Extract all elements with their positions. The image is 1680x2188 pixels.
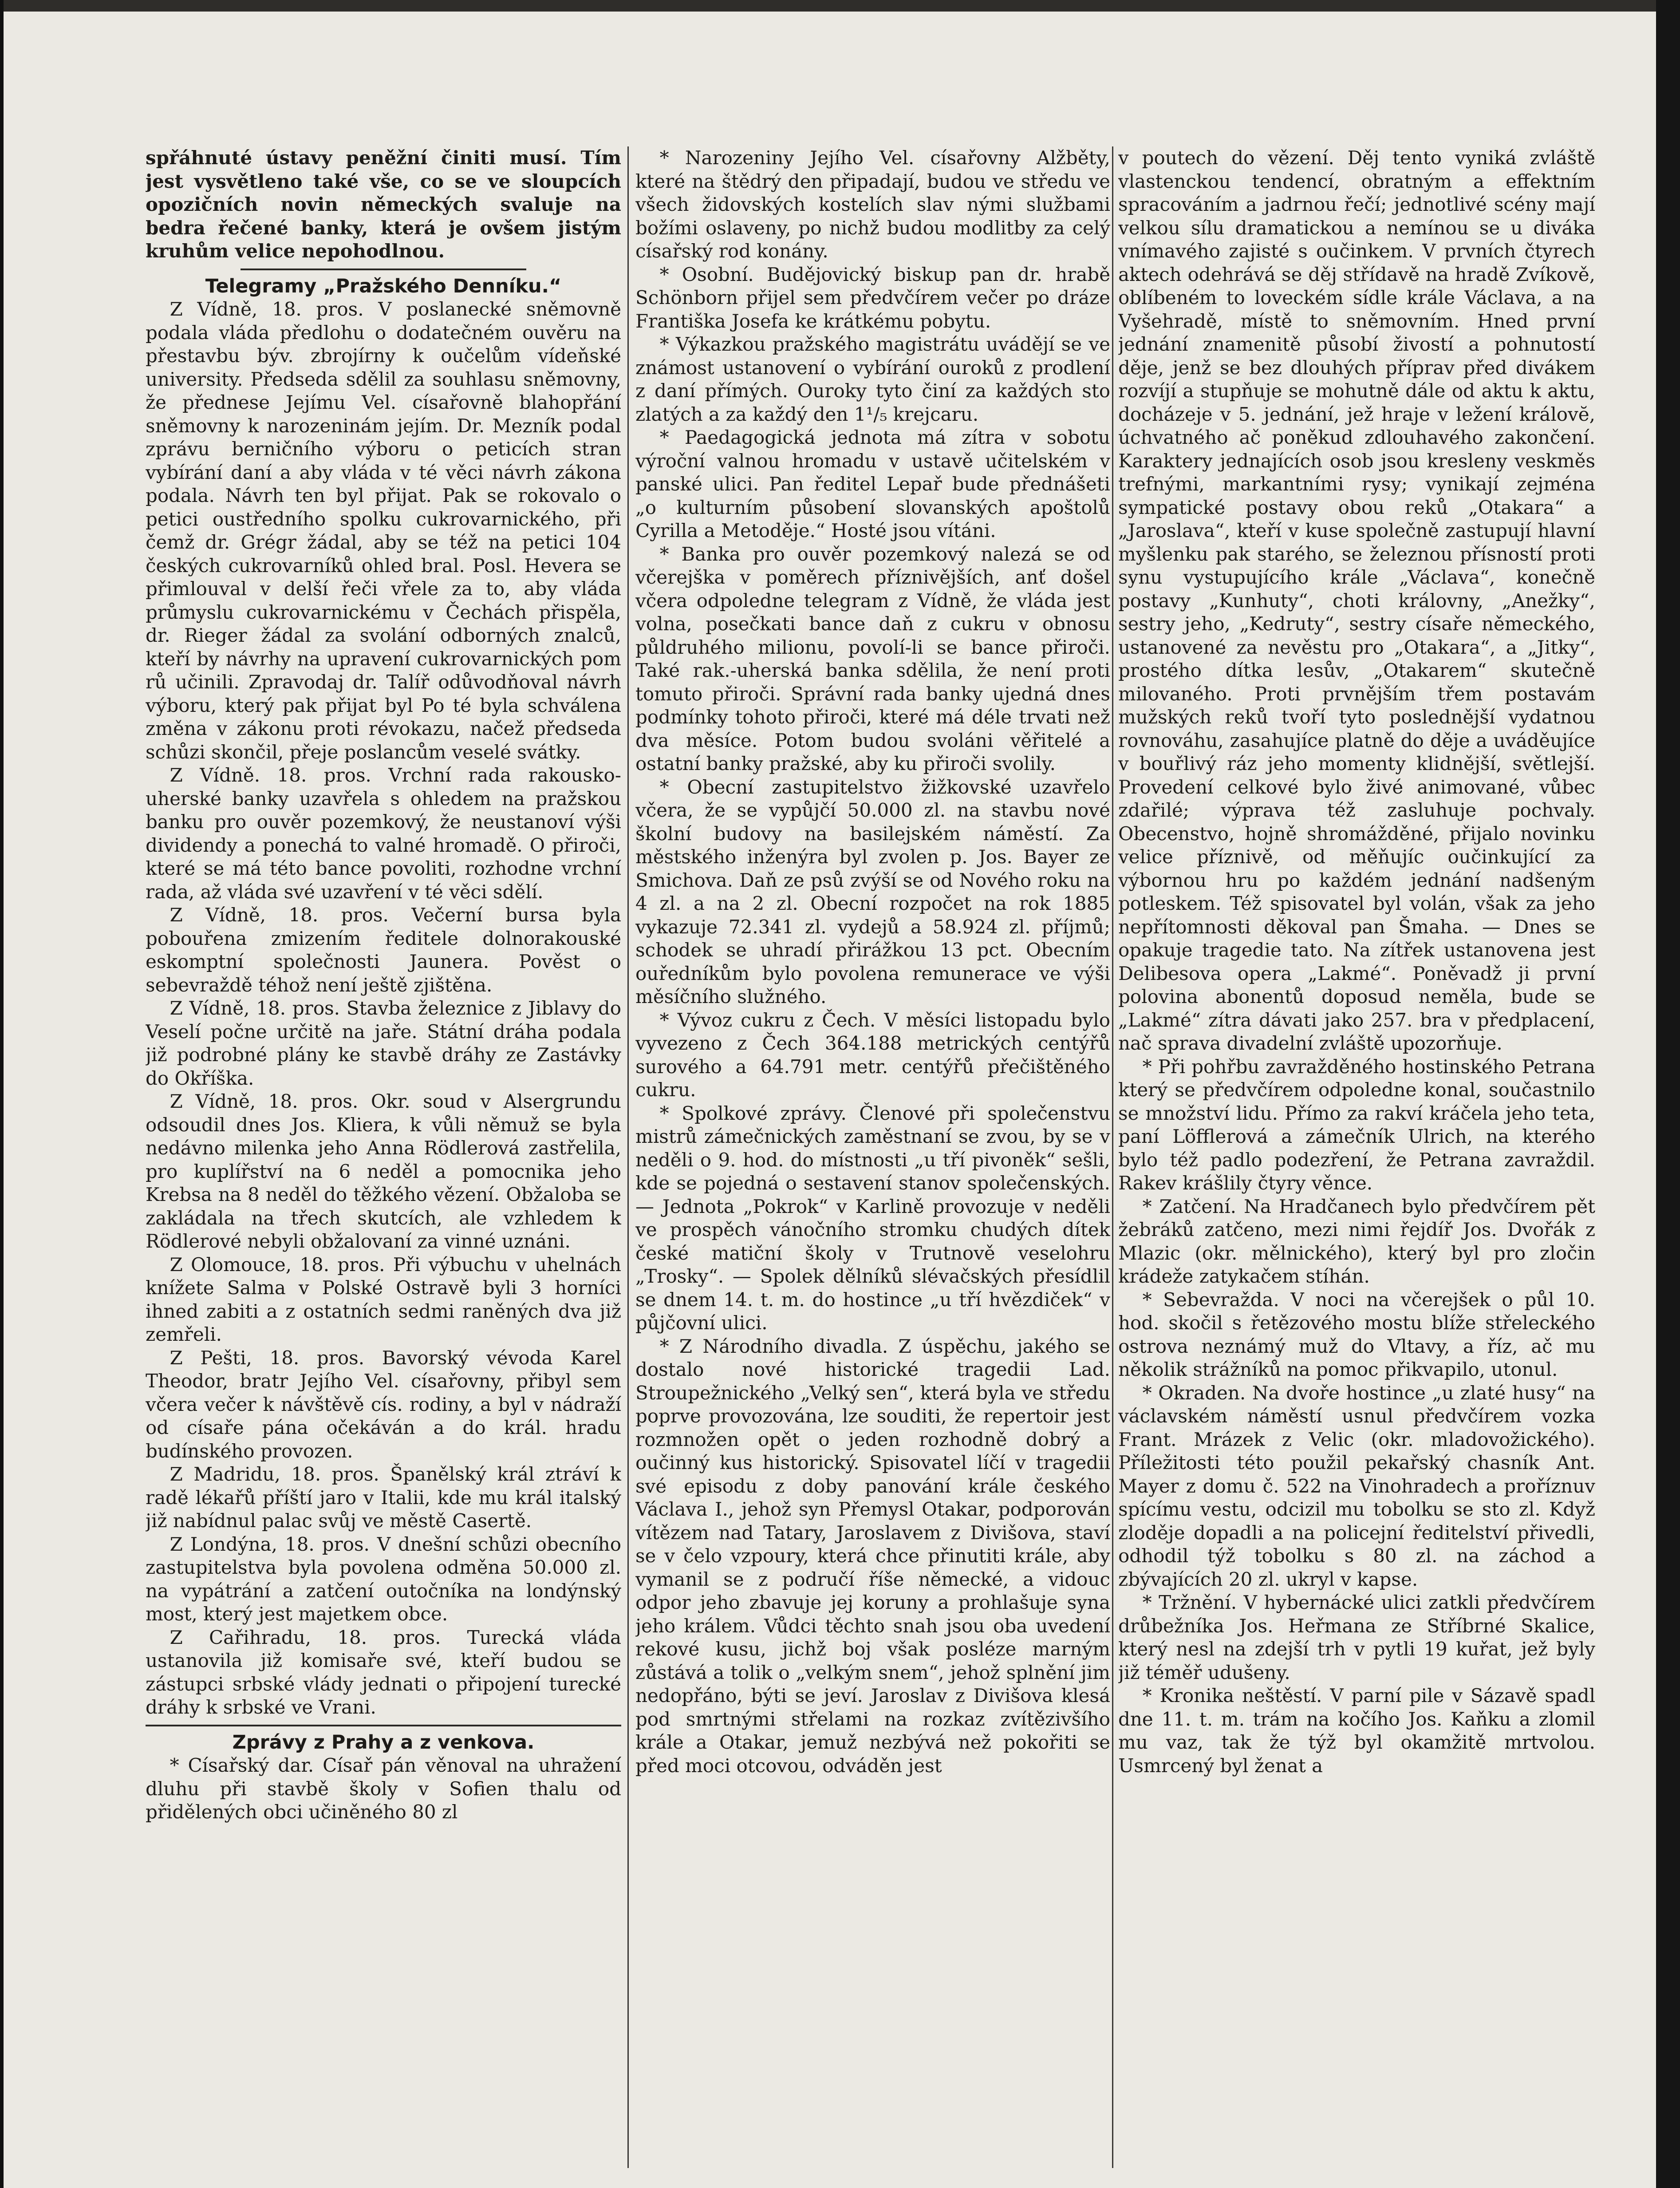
section-separator	[146, 1725, 621, 1726]
news-item: * Vývoz cukru z Čech. V měsíci listopadu bylo vyvezeno z Čech 364.188 metrických centýřů surového a 64.791 metr. centýřů přečištěného cukru.	[635, 1009, 1110, 1101]
news-item: v poutech do vězení. Děj tento vyniká zvláště vlastenckou tendencí, obratným a effektním spracováním a jadrnou řečí; jednotlivé scény mají velkou sílu dramatickou a nemínou se u diváka vnímavého zajisté s oučinkem. V prvních čtyrech aktech odehrává se děj střídavě na hradě Zvíkově, oblíbeném to loveckém sídle krále Václava, a na Vyšehradě, místě to sněmovním. Hned první jednání znamenitě působí živostí a pohnutostí děje, jenž se bez dlouhých příprav před divákem rozvíjí a stupňuje se mohutně dále od aktu k aktu, docházeje v 5. jednání, jež hraje v ležení královĕ, úchvatného ač poněkud zdlouhavého zakončení. Karaktery jednajících osob jsou kresleny veskměs trefnými, markantními rysy; vynikají zejména sympatické postavy obou reků „Otakara“ a „Jaroslava“, kteří v kuse společně zastupují hlavní myšlenku pak starého, se železnou přísností proti synu vystupujícího krále „Václava“, konečně postavy „Kunhuty“, choti královny, „Anežky“, sestry jeho, „Kedruty“, sestry císaře německého, ustanovené za nevěstu pro „Otakara“, a „Jitky“, prostého dítka lesův, „Otakarem“ skutečně milovaného. Proti prvnějším třem postavám mužských reků tvoří tyto poslednější vydatnou rovnováhu, zasahujíce platně do děje a uváděujíce v bouřlivý ráz jeho momenty klidnější, světlejší. Provedení celkové bylo živé animované, vůbec zdařilé; výprava též zasluhuje pochvaly. Obecenstvo, hojně shromážděné, přijalo novinku velice příznivě, od měňujíc oučinkující za výbornou hru po každém jednání nadšeným potleskem. Též spisovatel byl volán, však za jeho nepřítomnosti děkoval pan Šmaha. — Dnes se opakuje tragedie tato. Na zítřek ustanovena jest Delibesova opera „Lakmé“. Poněvadž ji první polovina abonentů doposud neměla, bude se „Lakmé“ zítra dávati jako 257. bra v předplacení, nač sprava divadelní zvláště upozorňuje.	[1118, 147, 1595, 1054]
telegram-item: Z Olomouce, 18. pros. Při výbuchu v uhelnách knížete Salma v Polské Ostravě byli 3 horníci ihned zabiti a z ostatních sedmi raněných dva již zemřeli.	[146, 1253, 621, 1345]
news-item: * Z Národního divadla. Z úspěchu, jakého se dostalo nové historické tragedii Lad. Stroupežnického „Velký sen“, která byla ve středu poprve provozována, lze souditi, že repertoir jest rozmnožen opět o jeden rozhodně dobrý a oučinný kus historický. Spisovatel líčí v tragedii své episodu z doby panování krále českého Václava I., jehož syn Přemysl Otakar, podporován vítězem nad Tatary, Jaroslavem z Divišova, staví se v čelo vzpoury, která chce přinutiti krále, aby vymanil se z područí říše německé, a vidouc odpor jeho zbavuje jej koruny a prohlašuje syna jeho králem. Vůdci těchto snah jsou oba uvedení rekové kusu, jichž boj však posléze marným zůstává a tolik o „velkým snem“, jehož splnění jim nedopřáno, býti se jeví. Jaroslav z Divišova klesá pod smrtnými střelami na rozkaz zvítězivšího krále a Otakar, jemuž nezbývá než pokořiti se před moci otcovou, odváděn jest	[635, 1335, 1110, 1777]
news-item: * Paedagogická jednota má zítra v sobotu výroční valnou hromadu v ustavě učitelském v panské ulici. Pan ředitel Lepař bude přednášeti „o kulturním působení slovanských apoštolů Cyrilla a Metoděje.“ Hosté jsou vítáni.	[635, 427, 1110, 541]
telegram-item: Z Vídně. 18. pros. Vrchní rada rakousko-uherské banky uzavřela s ohledem na pražskou banku pro ouvěr pozemkový, že neustanoví výši dividendy a ponechá to valné hromadě. O přiroči, které se má této bance povoliti, rozhodne vrchní rada, až vláda své uzavření v té věci sdělí.	[146, 764, 621, 903]
column-1	[146, 146, 621, 2170]
news-item: * Tržnění. V hybernácké ulici zatkli předvčírem drůbežníka Jos. Heřmana ze Stříbrné Skalice, který nesl na zdejší trh v pytli 19 kuřat, jež byly již téměř udušeny.	[1118, 1592, 1595, 1683]
intro-paragraph: spřáhnuté ústavy peněžní činiti musí. Tím jest vysvětleno také vše, co se ve sloupcích opozičních novin německých svaluje na bedra řečené banky, která je ovšem jistým kruhům velice nepohodlnou.	[146, 147, 621, 262]
scan-border-left	[0, 0, 4, 2188]
column-2	[635, 146, 1110, 2170]
telegram-item: Z Vídně, 18. pros. Okr. soud v Alsergrundu odsoudil dnes Jos. Kliera, k vůli němuž se byla nedávno milenka jeho Anna Rödlerová zastřelila, pro kuplířství na 6 neděl a pomocnika jeho Krebsa na 8 neděl do těžkého vězení. Obžaloba se zakládala na třech skutcích, ale vzhledem k Rödlerové nebyli obžalovaní za vinné uznáni.	[146, 1090, 621, 1252]
section-separator	[241, 269, 526, 270]
telegram-item: Z Londýna, 18. pros. V dnešní schůzi obecního zastupitelstva byla povolena odměna 50.000 zl. na vypátrání a zatčení outočníka na londýnský most, který jest majetkem obce.	[146, 1533, 621, 1625]
telegrams-heading: Telegramy „Pražského Denníku.“	[205, 275, 562, 297]
scan-border-right	[1656, 0, 1680, 2188]
news-item: * Zatčení. Na Hradčanech bylo předvčírem pět žebráků zatčeno, mezi nimi řejdíř Jos. Dvořák z Mlazic (okr. mělnického), který byl pro zločin krádeže zatykačem stíhán.	[1118, 1195, 1595, 1287]
scan-border-top	[0, 0, 1680, 12]
column-rule-1	[627, 146, 629, 2168]
telegram-item: Z Vídně, 18. pros. Stavba železnice z Jiblavy do Veselí počne určitě na jaře. Státní dráha podala již podrobné plány ke stavbě dráhy ze Zastávky do Okříška.	[146, 997, 621, 1089]
news-item: * Banka pro ouvěr pozemkový nalezá se od včerejška v poměrech příznivějších, anť došel včera odpoledne telegram z Vídně, že vláda jest volna, posečkati bance daň z cukru v obnosu půldruhého milionu, povolí-li se bance přiroči. Také rak.-uherská banka sdělila, že není proti tomuto přiroči. Správní rada banky ujedná dnes podmínky tohoto přiroči, které má déle trvati než dva měsíce. Potom budou svoláni věřitelé a ostatní banky pražské, aby ku přiroči svolily.	[635, 543, 1110, 774]
news-item: * Císařský dar. Císař pán věnoval na uhražení dluhu při stavbě školy v Sofien thalu od přidělených obci učiněného 80 zl	[146, 1754, 621, 1823]
news-item: * Narozeniny Jejího Vel. císařovny Alžběty, které na štědrý den připadají, budou ve středu ve všech židovských kostelích slav nými službami božími oslaveny, po nichž budou modlitby za celý císařský rod konány.	[635, 147, 1110, 262]
telegram-item: Z Cařihradu, 18. pros. Turecká vláda ustanovila již komisaře své, kteří budou se zástupci srbské vlády jednati o připojení turecké dráhy k srbské ve Vrani.	[146, 1626, 621, 1718]
column-3	[1118, 146, 1595, 2170]
telegram-item: Z Vídně, 18. pros. Večerní bursa byla pobouřena zmizením ředitele dolnorakouské eskomptní společnosti Jaunera. Pověst o sebevraždě téhož není ještě zjištěna.	[146, 904, 621, 996]
news-item: * Okraden. Na dvoře hostince „u zlaté husy“ na václavském náměstí usnul předvčírem vozka Frant. Mrázek z Velic (okr. mladovožického). Příležitosti této použil pekařský chasník Ant. Mayer z domu č. 522 na Vinohradech a proříznuv spícímu vestu, odcizil mu tobolku se sto zl. Když zloděje dopadli a na policejní ředitelství přivedli, odhodil týž tobolku s 80 zl. na záchod a zbývajících 20 zl. ukryl v kapse.	[1118, 1382, 1595, 1590]
column-rule-2	[1112, 146, 1113, 2168]
news-item: * Obecní zastupitelstvo žižkovské uzavřelo včera, že se vypůjčí 50.000 zl. na stavbu nové školní budovy na basilejském náměstí. Za městského inženýra byl zvolen p. Jos. Bayer ze Smichova. Daň ze psů zvýší se od Nového roku na 4 zl. a na 2 zl. Obecní rozpočet na rok 1885 vykazuje 72.341 zl. vydejů a 58.924 zl. příjmů; schodek se uhradí přirážkou 13 pct. Obecním ouředníkům bylo povolena remunerace ve výši měsíčního služného.	[635, 776, 1110, 1007]
news-item: * Sebevražda. V noci na včerejšek o půl 10. hod. skočil s řetězového mostu blíže střeleckého ostrova neznámý muž do Vltavy, a říz, ač mu několik strážníků na pomoc přikvapilo, utonul.	[1118, 1288, 1595, 1380]
news-item: * Kronika neštěstí. V parní pile v Sázavě spadl dne 11. t. m. trám na kočího Jos. Kaňku a zlomil mu vaz, tak že týž byl okamžitě mrtvolou. Usmrcený byl ženat a	[1118, 1685, 1595, 1777]
telegram-item: Z Vídně, 18. pros. V poslanecké sněmovně podala vláda předlohu o dodatečném ouvěru na přestavbu býv. zbrojírny k oučelům vídeňské university. Předseda sdělil za souhlasu sněmovny, že přednese Jejímu Vel. císařovně blahopřání sněmovny k narozeninám jejím. Dr. Mezník podal zprávu berničního výboru o peticích stran vybírání daní a aby vláda v té věci návrh zákona podala. Návrh ten byl přijat. Pak se rokovalo o petici oustředního spolku cukrovarnického, při čemž dr. Grégr žádal, aby se též na petici 104 českých cukrovarníků ohled bral. Posl. Hevera se přimlouval v delší řeči vřele za to, aby vláda průmyslu cukrovarnickému v Čechách přispěla, dr. Rieger žádal za svolání odborných znalců, kteří by návrhy na upravení cukrovarnických pom rů učinili. Zpravodaj dr. Talíř odůvodňoval návrh výboru, který pak přijat byl Po té byla schválena změna v zákonu proti révokazu, načež předseda schůzi skončil, přeje poslancům veselé svátky.	[146, 298, 621, 763]
prague-news-heading: Zprávy z Prahy a z venkova.	[232, 1731, 535, 1754]
news-item: * Osobní. Budějovický biskup pan dr. hrabě Schönborn přijel sem předvčírem večer po dráze Františka Josefa ke krátkému pobytu.	[635, 263, 1110, 332]
news-item: * Výkazkou pražského magistrátu uvádějí se ve známost ustanovení o vybírání ouroků z prodlení z daní přímých. Ouroky tyto činí za každých sto zlatých a za každý den 1¹/₅ krejcaru.	[635, 333, 1110, 425]
telegram-item: Z Madridu, 18. pros. Španělský král ztráví k radě lékařů příští jaro v Italii, kde mu král italský již nabídnul palac svůj ve městě Casertě.	[146, 1463, 621, 1532]
news-item: * Při pohřbu zavražděného hostinského Petrana který se předvčírem odpoledne konal, součastnilo se množství lidu. Přímo za rakví kráčela jeho teta, paní Löfflerová a zámečník Ulrich, na kterého bylo též padlo podezření, že Petrana zavraždil. Rakev krášlily čtyry věnce.	[1118, 1055, 1595, 1194]
news-item: * Spolkové zprávy. Členové při společenstvu mistrů zámečnických zaměstnaní se zvou, by se v neděli o 9. hod. do místnosti „u tří pivoněk“ sešli, kde se pojedná o sestavení stanov společenských. — Jednota „Pokrok“ v Karlině provozuje v neděli ve prospěch vánočního stromku chudých dítek české matiční školy v Trutnově veselohru „Trosky“. — Spolek dělníků slévačských přesídlil se dnem 14. t. m. do hostince „u tří hvězdiček“ v půjčovní ulici.	[635, 1102, 1110, 1334]
telegram-item: Z Pešti, 18. pros. Bavorský vévoda Karel Theodor, bratr Jejího Vel. císařovny, přibyl sem včera večer k návštěvě cís. rodiny, a byl v nádraží od císaře pána očekáván a do král. hradu budínského provozen.	[146, 1347, 621, 1462]
